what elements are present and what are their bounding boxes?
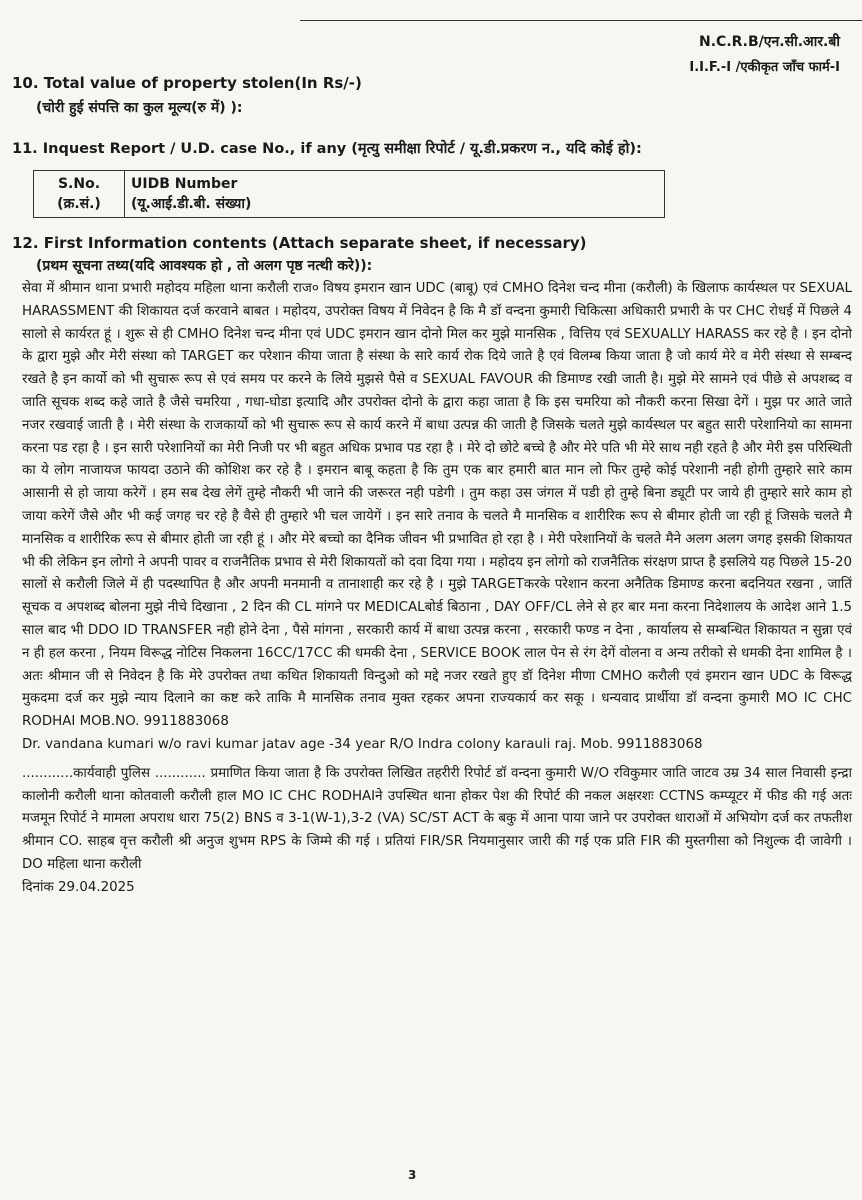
page-number: 3 bbox=[408, 1168, 417, 1182]
police-action-text: ............कार्यवाही पुलिस ............ प्रमाणित किया जाता है कि उपरोक्त लिखित तहरीरी रिपोर्ट डॉ वन्दना कुमारी W/O रविकुमार जाति जाटव उम्र 34 साल निवासी इन्द्रा कालोनी करौली थाना कोतवाली करौली हाल MO IC CHC RODHAIने उपस्थित थाना होकर पेश की रिपोर्ट की नकल अक्षरशः CCTNS कम्प्यूटर में फीड की गई अतः मजमून रिपोर्ट ने मामला अपराध धारा 75(2) BNS व 3-1(W-1),3-2 (VA) SC/ST ACT के बकु में आना पाया जाने पर उपरोक्त धाराओं में अभियोग दर्ज कर तफतीश श्रीमान CO. साहब वृत्त करौली श्री अनुज शुभम RPS के जिम्मे की गई । प्रतियां FIR/SR नियमानुसार जारी की गई एक प्रति FIR की मुस्तगीसा को निशुल्क दी जावेगी । DO महिला थाना करौली bbox=[22, 765, 852, 872]
uidb-label-en: UIDB Number bbox=[131, 176, 238, 192]
header-rule bbox=[300, 20, 862, 21]
table-row bbox=[34, 171, 665, 218]
section-10-title: 10. Total value of property stolen(In Rs/-) bbox=[12, 74, 362, 92]
report-date: दिनांक 29.04.2025 bbox=[22, 879, 135, 895]
table-header-uidb bbox=[125, 171, 665, 218]
header-form-name: I.I.F.-I /एकीकृत जाँच फार्म-I bbox=[689, 60, 840, 75]
section-12-subtitle: (प्रथम सूचना तथ्य(यदि आवश्यक हो , तो अलग पृष्ठ नत्थी करे)): bbox=[36, 258, 373, 274]
header-ncrb: N.C.R.B/एन.सी.आर.बी bbox=[699, 34, 840, 50]
uidb-table bbox=[33, 170, 665, 218]
uidb-label-hi: (यू.आई.डी.बी. संख्या) bbox=[131, 196, 252, 212]
sno-label-en: S.No. bbox=[57, 176, 101, 192]
complainant-details: Dr. vandana kumari w/o ravi kumar jatav age -34 year R/O Indra colony karauli raj. Mob. 9911883068 bbox=[22, 736, 703, 752]
section-10-subtitle: (चोरी हुई संपत्ति का कुल मूल्य(रु में) ): bbox=[36, 100, 243, 116]
sno-label-hi: (क्र.सं.) bbox=[57, 196, 101, 212]
section-11-title: 11. Inquest Report / U.D. case No., if any (मृत्यु समीक्षा रिपोर्ट / यू.डी.प्रकरण न., यदि कोई हो): bbox=[12, 141, 642, 157]
table-header-sno bbox=[34, 171, 125, 218]
section-12-title: 12. First Information contents (Attach separate sheet, if necessary) bbox=[12, 234, 587, 252]
fir-contents bbox=[22, 278, 852, 900]
complaint-text: सेवा में श्रीमान थाना प्रभारी महोदय महिला थाना करौली राज० विषय इमरान खान UDC (बाबू) एवं CMHO दिनेश चन्द मीना (करौली) के खिलाफ कार्यस्थल पर SEXUAL HARASSMENT की शिकायत दर्ज करवाने बाबत । महोदय, उपरोक्त विषय में निवेदन है कि मै डॉ वन्दना कुमारी चिकित्सा अधिकारी प्रभारी के पर CHC रोधई में पिछले 4 सालो से कार्यरत हूं । शुरू से ही CMHO दिनेश चन्द मीना एवं UDC इमरान खान दोनो मिल कर मुझे मानसिक , वित्तिय एवं SEXUALLY HARASS कर रहे है । इन दोनो के द्वारा मुझे और मेरी संस्था को TARGET कर परेशान कीया जाता है संस्था के सारे कार्य रोक दिये जाते है एवं विलम्ब किया जाता है जो कार्य मेरे व मेरी संस्था से सम्बन्द रखते है इन कार्यो को भी सुचारू रूप से एवं समय पर करने के लिये मुझसे पैसे व SEXUAL FAVOUR की डिमाण्ड रखी जाती है। मुझे मेरे सामने एवं पीछे से अपशब्द व जाति सूचक शब्द कहे जाते है जैसे चमरिया , गधा-घोडा इत्यादि और उपरोक्त दोनो के द्वारा कहा जाता है कि इस चमरिया को नौकरी करना सिखा देगें । मुझ पर आते जाते नजर रखवाई जाती है । मेरी संस्था के राजकार्यो को भी सुचारू रूप से कार्य करने में बाधा उत्पन्न की जाती है जिसके चलते मुझे कार्यस्थल पर बहुत सारी परेशानियो का सामना करना पड रहा है । इन सारी परेशानियों का मेरी निजी पर भी बहुत अधिक प्रभाव पड रहा है । मेरे दो छोटे बच्चे है और मेरे पति भी मेरे साथ नही रहते है और मेरी इस परिस्थिती का ये लोग नाजायज फायदा उठाने की कोशिश कर रहे है । इमरान बाबू कहता है कि तुम एक बार हमारी बात मान लो फिर तुम्हे कोई परेशानी नही होगी तुम्हारे सारे काम आसानी से हो जाया करेगें । हम सब देख लेगें तुम्हे नौकरी भी जाने की जरूरत नही पडेगी । तुम कहा उस जंगल में पडी हो तुम्हे बिना ड्यूटी पर जाये ही तुम्हारे सारे काम हो जाया करेगें जैसे और भी कई जगह चर रहे है वैसे ही तुम्हारे भी चल जायेगें । इन सारे तनाव के चलते मै मानसिक व शारीरिक रूप से बीमार होती जा रही हूं जिसके चलते मै मानसिक व शारीरिक रूप से बीमार होती जा रही हूं । और मेरे बच्चो का दैनिक जीवन भी प्रभावित हो रहा है । मेरी परेशानियों के चलते मैने अलग अलग जगह इसकी शिकायत भी की लेकिन इन लोगो ने अपनी पावर व राजनैतिक प्रभाव से मेरी शिकायतों को दवा दिया गया । महोदय इन लोगो को राजनैतिक संरक्षण प्राप्त है इसलिये यह पिछले 15-20 सालों से करौली जिले में ही पदस्थापित है और अपनी मनमानी व तानाशाही कर रहे है । मुझे TARGETकरके परेशान करना अनैतिक डिमाण्ड करना बदनियत रखना , जातिं सूचक व अपशब्द बोलना मुझे नीचे दिखाना , 2 दिन की CL मांगने पर MEDICALबोर्ड बिठाना , DAY OFF/CL लेने से हर बार मना करना निदेशालय के आदेश आने 1.5 साल बाद भी DDO ID TRANSFER नही होने देना , पैसे मांगना , सरकारी कार्य में बाधा उत्पन्न करना , सरकारी फण्ड न देना , कार्यालय से सम्बन्धित शिकायत न सुन्ना एवं न ही हल करना , नियम विरूद्ध नोटिस निकलना 16CC/17CC की धमकी देना , SERVICE BOOK लाल पेन से रंग देगें वोलना व अन्य तरीको से धमकी देना शामिल है । अतः श्रीमान जी से निवेदन है कि मेरे उपरोक्त तथा कथित शिकायती विन्दुओ को मद्दे नजर रखते हुए डॉ दिनेश मीणा CMHO करौली एवं इमरान खान UDC के विरूद्ध मुकदमा दर्ज कर मुझे न्याय दिलाने का कष्ट करे ताकि मै मानसिक तनाव मुक्त रहकर अपना राज्यकार्य कर सकू । धन्यवाद प्रार्थीया डॉ वन्दना कुमारी MO IC CHC RODHAI MOB.NO. 9911883068 bbox=[22, 281, 852, 730]
